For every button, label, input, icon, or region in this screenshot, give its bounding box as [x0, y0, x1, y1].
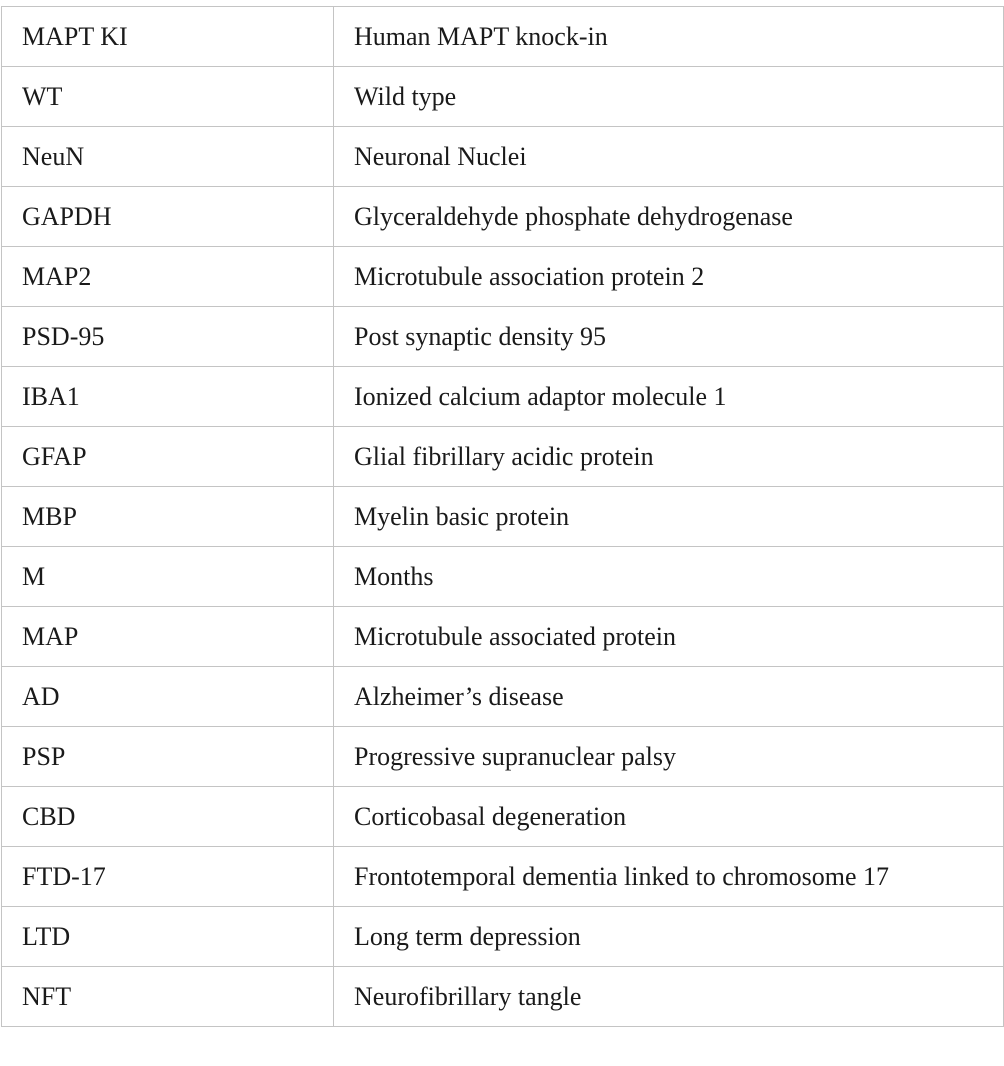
abbreviation-cell: GFAP	[2, 427, 334, 487]
abbreviation-cell: M	[2, 547, 334, 607]
definition-cell: Glial fibrillary acidic protein	[334, 427, 1004, 487]
definition-cell: Corticobasal degeneration	[334, 787, 1004, 847]
table-row	[2, 847, 1004, 907]
table-row	[2, 667, 1004, 727]
abbreviation-cell: NFT	[2, 967, 334, 1027]
table-row	[2, 367, 1004, 427]
abbreviation-cell: WT	[2, 67, 334, 127]
abbreviation-cell: PSD-95	[2, 307, 334, 367]
table-row	[2, 427, 1004, 487]
definition-cell: Microtubule associated protein	[334, 607, 1004, 667]
definition-cell: Neuronal Nuclei	[334, 127, 1004, 187]
table-row	[2, 67, 1004, 127]
abbreviation-cell: MAPT KI	[2, 7, 334, 67]
table-row	[2, 487, 1004, 547]
abbreviation-cell: FTD-17	[2, 847, 334, 907]
definition-cell: Myelin basic protein	[334, 487, 1004, 547]
table-row	[2, 727, 1004, 787]
definition-cell: Progressive supranuclear palsy	[334, 727, 1004, 787]
abbreviation-cell: CBD	[2, 787, 334, 847]
definition-cell: Frontotemporal dementia linked to chromosome 17	[334, 847, 1004, 907]
definition-cell: Months	[334, 547, 1004, 607]
abbreviations-table	[1, 6, 1004, 1027]
table-row	[2, 787, 1004, 847]
abbreviation-cell: MAP	[2, 607, 334, 667]
definition-cell: Glyceraldehyde phosphate dehydrogenase	[334, 187, 1004, 247]
table-row	[2, 547, 1004, 607]
definition-cell: Post synaptic density 95	[334, 307, 1004, 367]
definition-cell: Neurofibrillary tangle	[334, 967, 1004, 1027]
table-row	[2, 247, 1004, 307]
definition-cell: Microtubule association protein 2	[334, 247, 1004, 307]
table-row	[2, 127, 1004, 187]
definition-cell: Human MAPT knock-in	[334, 7, 1004, 67]
definition-cell: Long term depression	[334, 907, 1004, 967]
abbreviation-cell: NeuN	[2, 127, 334, 187]
definition-cell: Alzheimer’s disease	[334, 667, 1004, 727]
abbreviation-cell: IBA1	[2, 367, 334, 427]
abbreviation-cell: MBP	[2, 487, 334, 547]
table-row	[2, 7, 1004, 67]
abbreviation-cell: LTD	[2, 907, 334, 967]
abbreviations-table-body	[2, 7, 1004, 1027]
definition-cell: Wild type	[334, 67, 1004, 127]
abbreviation-cell: GAPDH	[2, 187, 334, 247]
table-row	[2, 607, 1004, 667]
table-row	[2, 307, 1004, 367]
table-row	[2, 187, 1004, 247]
abbreviation-cell: AD	[2, 667, 334, 727]
table-row	[2, 967, 1004, 1027]
abbreviation-cell: PSP	[2, 727, 334, 787]
table-row	[2, 907, 1004, 967]
definition-cell: Ionized calcium adaptor molecule 1	[334, 367, 1004, 427]
abbreviation-cell: MAP2	[2, 247, 334, 307]
